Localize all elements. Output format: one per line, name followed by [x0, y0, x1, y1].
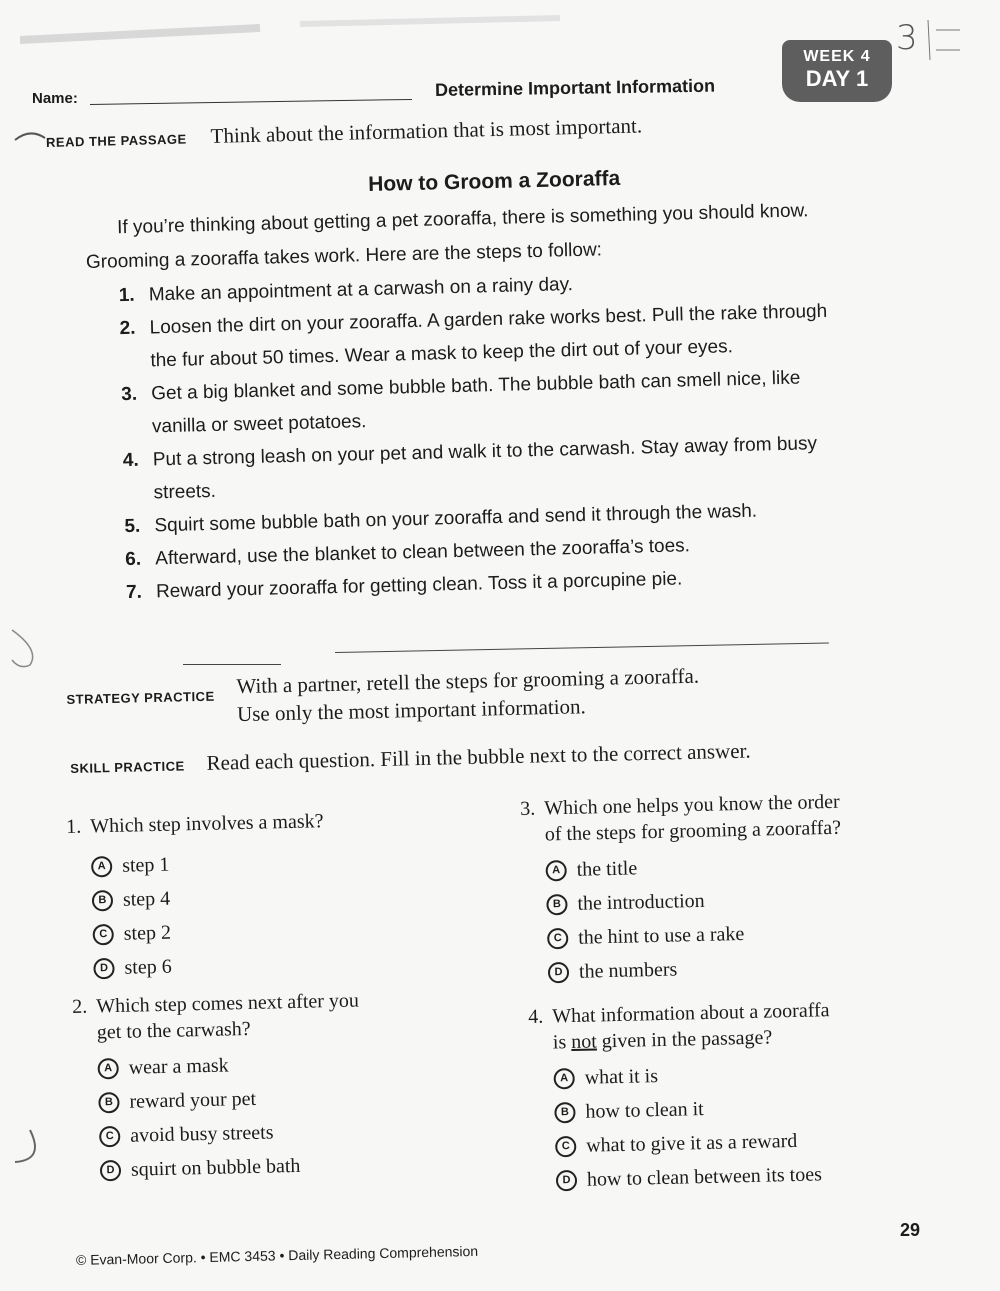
- answer-bubble[interactable]: A: [91, 855, 112, 876]
- step-text: Make an appointment at a carwash on a rainy day.: [148, 274, 574, 306]
- read-passage-label: READ THE PASSAGE: [45, 131, 187, 150]
- page-number: 29: [900, 1220, 921, 1240]
- question-line-2-post: given in the passage?: [601, 1026, 773, 1053]
- option-text: reward your pet: [129, 1087, 257, 1113]
- question-prompt: [552, 997, 830, 1055]
- answer-bubble[interactable]: D: [548, 961, 569, 982]
- answer-option[interactable]: [93, 943, 470, 986]
- question-line-2: get to the carwash?: [96, 1017, 251, 1044]
- option-text: how to clean it: [585, 1098, 704, 1123]
- step-text: Afterward, use the blanket to clean between the zooraffa’s toes.: [155, 535, 691, 570]
- step-text: Reward your zooraffa for getting clean. Toss it a porcupine pie.: [155, 568, 683, 603]
- skill-instruction: Read each question. Fill in the bubble next to the correct answer.: [206, 738, 751, 775]
- step-number: 7.: [125, 581, 143, 604]
- step-text: Put a strong leash on your pet and walk it to the carwash. Stay away from busy streets.: [152, 433, 818, 504]
- step-text: Loosen the dirt on your zooraffa. A garden rake works best. Pull the rake through the fur about 50 times. Wear a mask to keep the dirt out of your eyes.: [149, 300, 828, 372]
- answer-bubble[interactable]: D: [100, 1159, 121, 1180]
- answer-bubble[interactable]: B: [554, 1101, 575, 1122]
- answer-bubble[interactable]: C: [555, 1135, 576, 1156]
- step-number: 2.: [119, 317, 136, 340]
- answer-option[interactable]: [100, 1145, 477, 1188]
- strategy-line-2: Use only the most important information.: [236, 694, 587, 727]
- divider-short: [183, 664, 281, 665]
- strategy-practice-label: STRATEGY PRACTICE: [66, 688, 215, 707]
- skill-practice-row: [70, 739, 751, 779]
- week-day-badge: [782, 40, 892, 102]
- step-number: 3.: [120, 383, 138, 406]
- question-number: 2.: [72, 995, 88, 1018]
- answer-bubble[interactable]: C: [93, 923, 114, 944]
- option-text: the title: [576, 857, 638, 881]
- question-line-1: What information about a zooraffa: [552, 999, 830, 1028]
- step-number: 6.: [125, 548, 142, 571]
- divider-long: [335, 643, 829, 653]
- step-number: 4.: [122, 449, 139, 472]
- answer-bubble[interactable]: C: [547, 927, 568, 948]
- answer-bubble[interactable]: A: [97, 1057, 118, 1078]
- option-text: what it is: [584, 1065, 659, 1089]
- option-text: step 2: [123, 921, 172, 945]
- answer-bubble[interactable]: B: [98, 1091, 119, 1112]
- corner-number: 3: [896, 18, 918, 58]
- strategy-practice-row: [66, 662, 700, 732]
- step-number: 5.: [124, 515, 141, 538]
- passage-title: How to Groom a Zooraffa: [367, 166, 621, 197]
- copyright-footer: © Evan-Moor Corp. • EMC 3453 • Daily Reading Comprehension: [75, 1242, 479, 1268]
- answer-bubble[interactable]: B: [546, 893, 567, 914]
- strategy-line-1: With a partner, retell the steps for grooming a zooraffa.: [236, 663, 700, 699]
- day-label: DAY 1: [805, 66, 869, 91]
- question-number: 4.: [528, 1005, 544, 1028]
- passage-intro-text: If you’re thinking about getting a pet zooraffa, there is something you should know. Grooming a zooraffa takes work. Here are the steps to follow:: [85, 200, 809, 273]
- passage: [84, 161, 854, 609]
- question-text: [528, 994, 949, 1056]
- option-text: step 4: [122, 887, 171, 911]
- answer-bubble[interactable]: D: [556, 1169, 577, 1190]
- name-input-line[interactable]: [90, 99, 412, 105]
- option-text: wear a mask: [128, 1054, 229, 1079]
- question-text: [520, 786, 941, 848]
- option-text: how to clean between its toes: [586, 1163, 823, 1191]
- question-4: [528, 994, 952, 1197]
- question-line-2: of the steps for grooming a zooraffa?: [544, 816, 842, 846]
- question-prompt: [544, 789, 841, 848]
- option-text: what to give it as a reward: [585, 1129, 798, 1157]
- topic-title: Determine Important Information: [434, 75, 716, 100]
- steps-list: [118, 261, 854, 609]
- question-line-2-pre: is: [552, 1031, 567, 1054]
- read-passage-instruction: Think about the information that is most important.: [210, 113, 643, 148]
- step-text: Squirt some bubble bath on your zooraffa and send it through the wash.: [154, 500, 758, 537]
- week-label: WEEK 4: [803, 48, 871, 65]
- question-prompt: Which step involves a mask?: [90, 810, 324, 838]
- option-text: the numbers: [578, 958, 678, 983]
- skill-practice-label: SKILL PRACTICE: [70, 758, 185, 776]
- question-number: 3.: [520, 797, 536, 820]
- strategy-instruction: [236, 662, 700, 728]
- step-text: Get a big blanket and some bubble bath. The bubble bath can smell nice, like vanilla or sweet potatoes.: [150, 367, 801, 438]
- question-2: [72, 985, 476, 1188]
- answer-bubble[interactable]: B: [92, 889, 113, 910]
- question-text: [72, 985, 473, 1046]
- question-3: [520, 786, 944, 989]
- answer-bubble[interactable]: A: [545, 859, 566, 880]
- answer-bubble[interactable]: C: [99, 1125, 120, 1146]
- option-text: step 1: [121, 853, 170, 877]
- answer-bubble[interactable]: D: [93, 957, 114, 978]
- question-number: 1.: [66, 815, 82, 838]
- question-line-1: Which step comes next after you: [96, 989, 360, 1018]
- option-text: the introduction: [577, 889, 705, 915]
- question-line-1: Which one helps you know the order: [544, 790, 840, 820]
- option-text: the hint to use a rake: [577, 922, 745, 949]
- option-text: squirt on bubble bath: [130, 1154, 301, 1181]
- question-emphasis: not: [570, 1030, 598, 1054]
- question-prompt: [96, 987, 360, 1045]
- question-1: [66, 805, 470, 986]
- option-text: step 6: [124, 955, 172, 979]
- read-passage-row: [46, 113, 643, 153]
- step-number: 1.: [118, 284, 135, 307]
- name-label: Name:: [32, 90, 78, 107]
- answer-bubble[interactable]: A: [553, 1067, 574, 1088]
- option-text: avoid busy streets: [129, 1121, 274, 1147]
